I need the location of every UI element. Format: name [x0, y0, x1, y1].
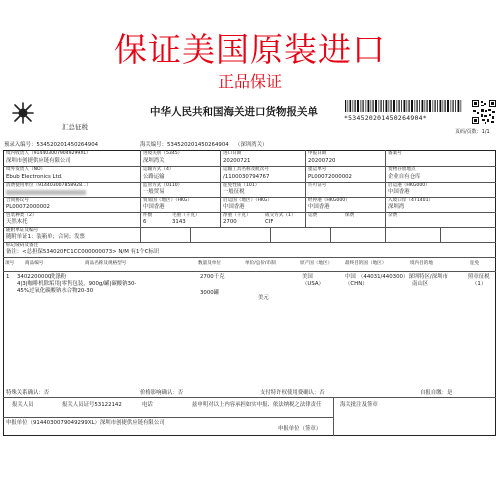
entry-point-value: 深圳湾	[388, 204, 405, 210]
customs-port: （深圳湾关）	[235, 142, 268, 148]
record-no-label: 备案号	[388, 151, 402, 156]
insurance-label: 保费	[345, 213, 355, 218]
goods-spec-line1: 4|3|咖啡机除垢用|零售包装，900g/罐|碳酸钠30-	[17, 281, 137, 287]
storage-value: 企业自有仓库	[388, 174, 421, 180]
goods-header-dest: 最终目的国（地区）	[345, 261, 387, 266]
storage-label: 货物存放地点	[388, 167, 416, 172]
contract-label: 合同协议号	[6, 198, 29, 203]
customs-number: 海关编号：534520201450264904	[140, 142, 229, 148]
goods-origin-code: （USA）	[302, 281, 324, 287]
stopover-value: 中国香港	[308, 204, 330, 210]
self-report-confirm: 自报自缴：是	[420, 390, 453, 396]
trade-country-label: 贸易国（地区）（HKG）	[143, 198, 193, 203]
package-type-value: 天然木托	[6, 219, 28, 225]
declarant-cert: 报关人员证号53122142	[62, 402, 122, 408]
entry-port-value: 深圳湾关	[143, 158, 165, 164]
transport-mode-value: 公路运输	[143, 174, 165, 180]
goods-header-domestic: 境内目的地	[410, 261, 433, 266]
goods-header-origin: 原产国（地区）	[300, 261, 333, 266]
declaration-number-barcode-text: *534520201450264904*	[344, 114, 427, 122]
barcode-icon	[345, 100, 463, 112]
attached-docs-value: 随附单证1：装箱单；合同；发票	[6, 234, 85, 240]
license-label: 许可证号	[308, 183, 327, 188]
entry-point-label: 入境口岸（471401）	[388, 198, 434, 203]
import-date-label: 进口日期	[223, 151, 242, 156]
goods-header-name: 商品名称及规格型号	[85, 261, 127, 266]
goods-header-qty: 数量及单位	[198, 261, 221, 266]
special-relation-confirm: 特殊关系确认：否	[6, 390, 50, 396]
vehicle-label: 运输工具名称及航次号	[223, 167, 269, 172]
customs-emblem-icon	[10, 100, 36, 126]
goods-spec-line2: 45%过氧化碳酸钠水合物20-30	[17, 288, 94, 294]
form-title: 中华人民共和国海关进口货物报关单	[150, 106, 318, 118]
declarant-label: 报关人员	[12, 402, 34, 408]
gross-weight-value: 3143	[172, 219, 186, 225]
deal-mode-value: CIF	[265, 219, 274, 225]
goods-header-code: 商品编号	[25, 261, 44, 266]
price-effect-confirm: 价格影响确认：否	[140, 390, 184, 396]
redacted-consumer	[6, 190, 86, 195]
departure-port-value: 中国香港	[388, 189, 410, 195]
goods-origin: 美国	[302, 274, 313, 280]
contract-value: PL00072000002	[6, 204, 50, 210]
customs-remark-label: 海关批注及签章	[340, 402, 378, 408]
misc-fee-label: 杂费	[388, 213, 398, 218]
legal-statement: 兹申明对以上内容承担如实申报、依法纳税之法律责任	[192, 402, 322, 408]
net-weight-label: 净重（千克）	[223, 213, 251, 218]
goods-name: 洗涤粉	[50, 274, 67, 280]
marks-label: 标记唛码及备注	[6, 243, 39, 248]
supervision-value: 一般贸易	[143, 189, 165, 195]
declare-date-label: 申报日期	[308, 151, 327, 156]
pieces-value: 6	[143, 219, 147, 225]
levy-label: 征免性质（101）	[223, 183, 260, 188]
goods-qty-cans: 3000罐	[200, 290, 220, 296]
bill-no-value: PL00072000002	[308, 174, 352, 180]
entry-port-label: 进境关别（5345）	[143, 151, 183, 156]
attached-docs-label: 随附单证及编号	[6, 228, 39, 233]
supervision-label: 监管方式（0110）	[143, 183, 183, 188]
levy-value: 一般征税	[223, 189, 245, 195]
trade-country-value: 中国香港	[143, 204, 165, 210]
consignee-label: 境内收货人（9144030079049299XL）	[6, 151, 91, 156]
import-date-value: 20200721	[223, 158, 251, 164]
goods-exempt-code: （1）	[472, 281, 487, 287]
page-number: 页码/页数：1/1	[455, 129, 490, 135]
consignee-value: 深圳市创捷供应链有限公司	[6, 158, 71, 164]
phone-label: 电话	[142, 402, 153, 408]
goods-header-item: 项号	[5, 261, 15, 266]
marks-value: 备注：<总担保534020FC1CC000000073> N/M 有1个C标识	[6, 249, 160, 255]
top-banner-title: 保证美国原装进口	[114, 30, 386, 69]
origin-country-label: 启运国（地区）（HKG）	[223, 198, 273, 203]
goods-dest-code: （CHN）	[345, 281, 368, 287]
bill-no-label: 提运单号	[308, 167, 327, 172]
vehicle-value: /1100030794767	[223, 174, 270, 180]
royalty-confirm: 支付特许权使用费确认：否	[260, 390, 325, 396]
declaring-unit-seal: 申报单位（签章）	[278, 426, 322, 432]
customs-declaration-form	[0, 95, 500, 445]
preentry-number: 预录入编号：534520201450264904	[4, 142, 99, 148]
goods-header-price: 单价/总价/币制	[245, 261, 276, 266]
stopover-label: 经停港（HKG000）	[308, 198, 350, 203]
goods-item-no: 1	[6, 274, 10, 280]
goods-header-exempt: 征免	[470, 261, 480, 266]
origin-country-value: 中国香港	[223, 204, 245, 210]
goods-exempt: 照章征税	[468, 274, 490, 280]
freight-label: 运费	[308, 213, 318, 218]
gross-weight-label: 毛重（千克）	[172, 213, 200, 218]
departure-port-label: 启运港（HKG000）	[388, 183, 430, 188]
top-banner-subtitle: 正品保证	[217, 72, 282, 91]
consumer-label: 消费使用单位（914403007858928...）	[6, 183, 91, 188]
consignor-value: Ebub Electronics Ltd.	[6, 174, 63, 180]
declare-date-value: 20200720	[308, 158, 336, 164]
goods-dest: 中国	[345, 274, 356, 280]
summary-tax-label: 汇总征税	[62, 123, 88, 131]
consignor-label: 境外发货人（NO）	[6, 167, 46, 172]
transport-mode-label: 运输方式（4）	[143, 167, 174, 172]
goods-domestic: （44031/440300）深圳特区/深圳市	[358, 274, 448, 280]
qr-code-icon	[472, 100, 496, 124]
goods-qty-kg: 2700千克	[200, 274, 225, 280]
declaring-unit: 申报单位（9144030079049299XL）深圳市创捷供应链有限公司	[6, 420, 165, 426]
package-type-label: 包装种类（2）	[6, 213, 37, 218]
net-weight-value: 2700	[223, 219, 237, 225]
goods-currency: 美元	[258, 295, 269, 301]
goods-hs-code: 3402200000	[17, 274, 52, 280]
deal-mode-label: 成交方式（1）	[265, 213, 296, 218]
pieces-label: 件数	[143, 213, 153, 218]
goods-domestic-district: 南山区	[412, 281, 429, 287]
